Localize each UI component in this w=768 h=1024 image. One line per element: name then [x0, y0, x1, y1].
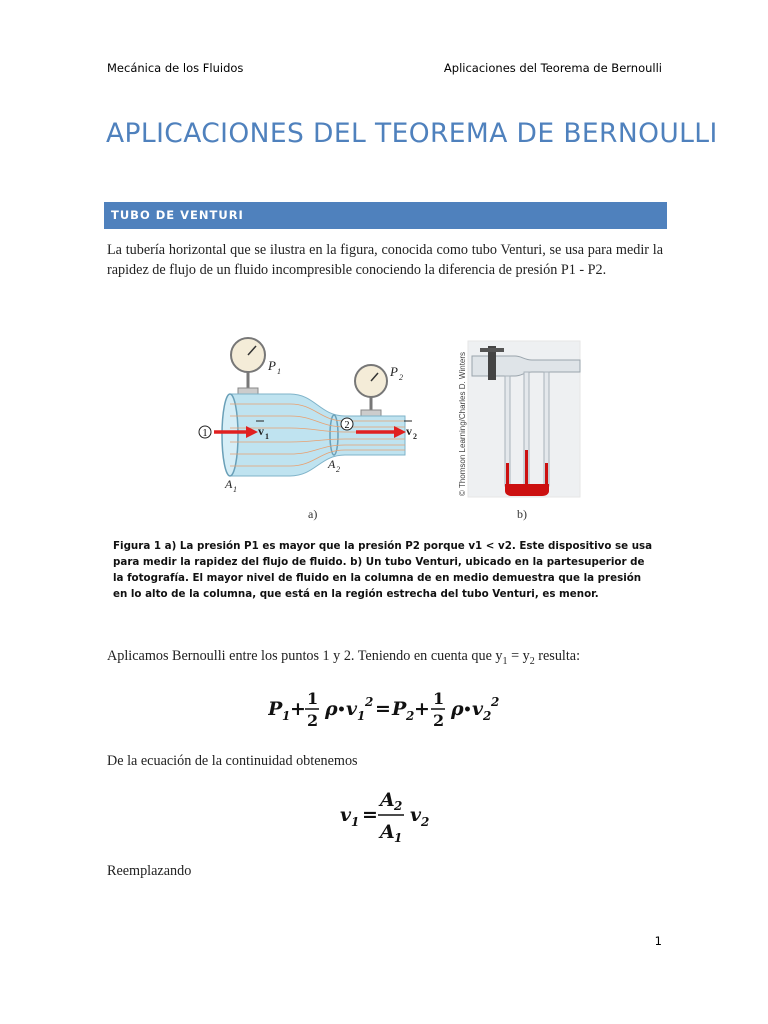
- eq1-p1-sub: 1: [282, 709, 291, 723]
- bernoulli-text-suffix: resulta:: [534, 648, 581, 664]
- eq2-a1-sub: 1: [394, 831, 403, 845]
- eq1-dot2: •: [463, 702, 472, 718]
- label-p1-sub: 1: [277, 367, 281, 376]
- label-a2-sub: 2: [336, 465, 340, 474]
- eq2-equals: =: [362, 804, 378, 826]
- eq2-v1: v: [340, 804, 352, 826]
- eq1-v2-sq: 2: [491, 695, 500, 709]
- eq1-rho2: ρ: [451, 698, 464, 720]
- eq2-v2-sub: 2: [421, 815, 430, 829]
- point-2-label: 2: [344, 420, 350, 431]
- eq1-frac2-num: 1: [433, 689, 445, 708]
- eq2-a2: A: [380, 789, 395, 811]
- eq1-p2: P: [392, 698, 407, 720]
- eq1-v2: v: [472, 698, 484, 720]
- eq1-equals: =: [375, 698, 391, 720]
- panel-b-label: b): [517, 507, 527, 521]
- label-v2-sub: 2: [413, 432, 417, 441]
- eq1-v1-sq: 2: [365, 695, 374, 709]
- bernoulli-equation: [268, 684, 508, 736]
- venturi-photo: [458, 341, 580, 521]
- replace-paragraph: Reemplazando: [107, 863, 192, 879]
- bernoulli-text-sub2: 2: [529, 655, 535, 667]
- eq1-frac2-den: 2: [433, 711, 445, 730]
- label-v2: v: [406, 424, 412, 438]
- section-heading-bar: [104, 202, 667, 229]
- intro-paragraph: La tubería horizontal que se ilustra en la figura, conocida como tubo Venturi, se usa para medir la rapidez de flujo de un fluido incompresible conociendo la diferencia de presión P1 - P2.: [107, 242, 663, 278]
- bernoulli-paragraph: [107, 646, 663, 672]
- continuity-paragraph: De la ecuación de la continuidad obtenemos: [107, 753, 358, 769]
- label-p2: P: [390, 364, 398, 379]
- bernoulli-text-mid: = y: [507, 648, 530, 664]
- page-number: 1: [654, 934, 662, 948]
- label-v1: v: [258, 424, 264, 438]
- photo-credit: © Thomson Learning/Charles D. Winters: [458, 351, 467, 496]
- figure-caption: Figura 1 a) La presión P1 es mayor que la presión P2 porque v1 < v2. Este dispositivo se usa para medir la rapidez del flujo de fluido. b) Un tubo Venturi, ubicado en la partesuperior de la fotografía. El mayor nivel de fluido en la columna de en medio demuestra que la presión en lo alto de la columna, que está en la región estrecha del tubo Venturi, es menor.: [113, 540, 653, 600]
- panel-a-label: a): [308, 507, 318, 521]
- page-title: APLICACIONES DEL TEOREMA DE BERNOULLI: [106, 118, 718, 149]
- eq1-plus1: +: [290, 698, 306, 720]
- eq2-v1-sub: 1: [351, 815, 360, 829]
- eq2-a2-sub: 2: [394, 799, 403, 813]
- label-a2: A: [328, 457, 336, 471]
- eq1-v1: v: [346, 698, 358, 720]
- label-p1: P: [268, 358, 276, 373]
- label-v1-sub: 1: [265, 432, 269, 441]
- label-a1-sub: 1: [233, 485, 237, 494]
- venturi-tube: [230, 394, 405, 476]
- eq1-p2-sub: 2: [406, 709, 415, 723]
- eq1-plus2: +: [414, 698, 430, 720]
- label-p2-sub: 2: [399, 373, 403, 382]
- eq2-a1: A: [380, 821, 395, 843]
- label-a1: A: [225, 477, 233, 491]
- bernoulli-text-sub1: 1: [502, 655, 508, 667]
- eq1-frac1-den: 2: [307, 711, 319, 730]
- venturi-figure: [180, 308, 590, 528]
- header-left: Mecánica de los Fluidos: [107, 61, 244, 75]
- eq1-p1: P: [268, 698, 283, 720]
- eq1-frac1-num: 1: [307, 689, 319, 708]
- venturi-diagram: [199, 338, 417, 521]
- continuity-equation: [338, 784, 438, 846]
- eq1-dot1: •: [337, 702, 346, 718]
- header-right: Aplicaciones del Teorema de Bernoulli: [443, 61, 662, 75]
- eq1-v2-sub: 2: [483, 709, 492, 723]
- section-heading: TUBO DE VENTURI: [111, 208, 244, 222]
- eq1-rho1: ρ: [325, 698, 338, 720]
- point-1-label: 1: [202, 428, 208, 439]
- eq1-v1-sub: 1: [357, 709, 366, 723]
- bernoulli-text-prefix: Aplicamos Bernoulli entre los puntos 1 y 2. Teniendo en cuenta que y: [107, 648, 503, 664]
- eq2-v2: v: [410, 804, 422, 826]
